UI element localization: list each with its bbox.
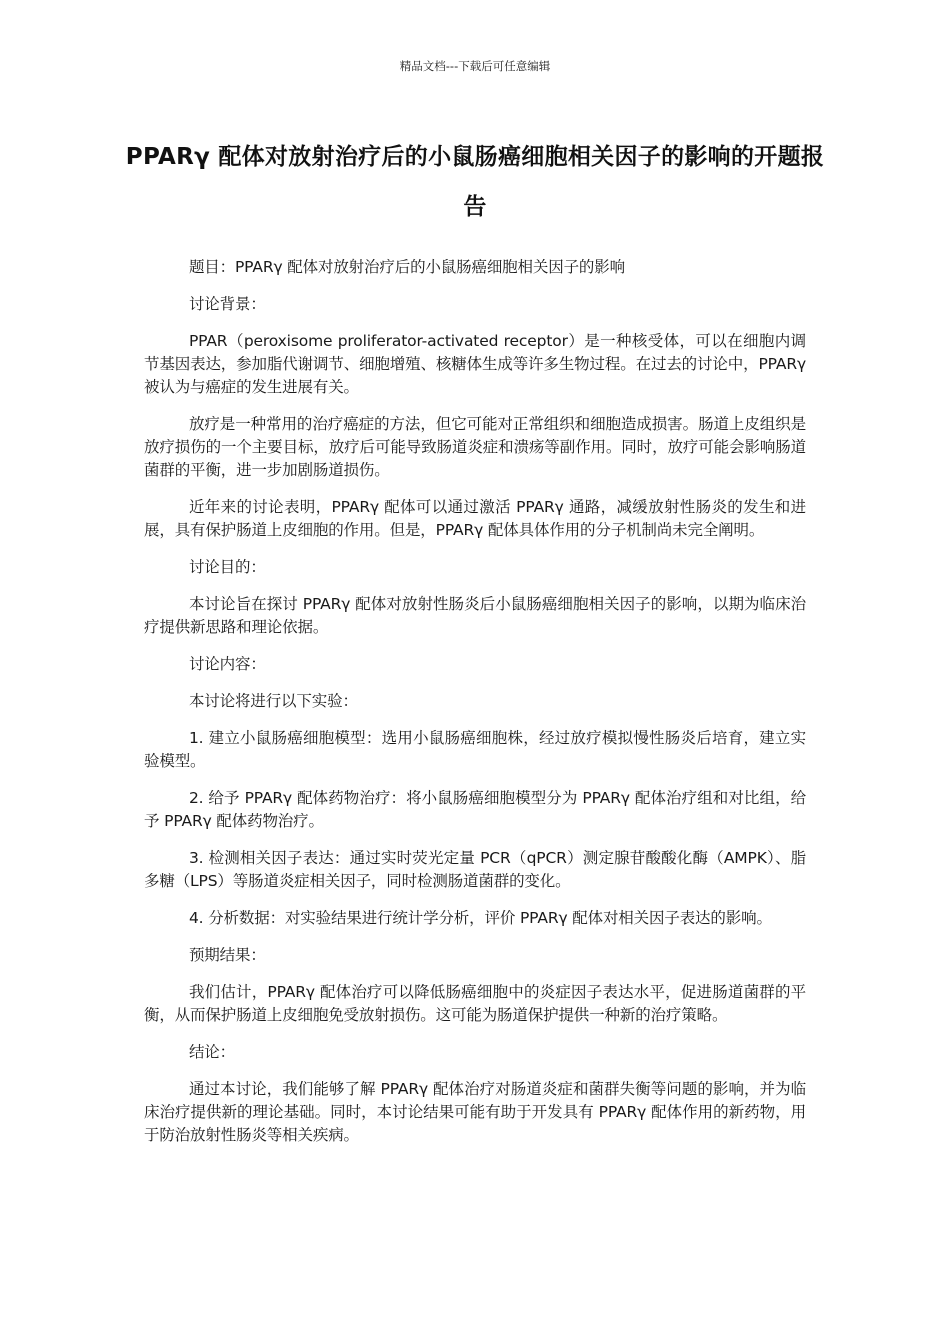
heading-background: 讨论背景： (188, 295, 266, 313)
paragraph-conclusion: 通过本讨论，我们能够了解 PPARγ 配体治疗对肠道炎症和菌群失衡等问题的影响，并为临床治疗提供新的理论基础。同时，本讨论结果可能有助于开发具有 PPARγ 配体作用的新药物，用于防治放射性肠炎等相关疾病。 (144, 1080, 806, 1144)
paragraph-expected-results: 我们估计，PPARγ 配体治疗可以降低肠癌细胞中的炎症因子表达水平，促进肠道菌群的平衡，从而保护肠道上皮细胞免受放射损伤。这可能为肠道保护提供一种新的治疗策略。 (144, 983, 806, 1024)
paragraph-content-intro: 本讨论将进行以下实验： (188, 692, 358, 710)
heading-content: 讨论内容： (188, 655, 266, 673)
paragraph-purpose: 本讨论旨在探讨 PPARγ 配体对放射性肠炎后小鼠肠癌细胞相关因子的影响，以期为临床治疗提供新思路和理论依据。 (144, 595, 806, 636)
paragraph-background-ppar: PPAR（peroxisome proliferator-activated receptor）是一种核受体，可以在细胞内调节基因表达，参加脂代谢调节、细胞增殖、核糖体生成等许多生物过程。在过去的讨论中，PPARγ 被认为与癌症的发生进展有关。 (144, 332, 806, 396)
heading-expected-results: 预期结果： (188, 946, 266, 964)
paragraph-background-radiotherapy: 放疗是一种常用的治疗癌症的方法，但它可能对正常组织和细胞造成损害。肠道上皮组织是放疗损伤的一个主要目标，放疗后可能导致肠道炎症和溃疡等副作用。同时，放疗可能会影响肠道菌群的平衡，进一步加剧肠道损伤。 (144, 415, 806, 479)
list-item-step-3: 3. 检测相关因子表达：通过实时荧光定量 PCR（qPCR）测定腺苷酸酸化酶（AMPK）、脂多糖（LPS）等肠道炎症相关因子，同时检测肠道菌群的变化。 (144, 849, 806, 890)
header-note: 精品文档---下载后可任意编辑 (399, 59, 551, 73)
document-body (144, 256, 806, 1161)
list-item-step-4: 4. 分析数据：对实验结果进行统计学分析，评价 PPARγ 配体对相关因子表达的影响。 (188, 909, 772, 927)
paragraph-background-recent: 近年来的讨论表明，PPARγ 配体可以通过激活 PPARγ 通路，减缓放射性肠炎的发生和进展，具有保护肠道上皮细胞的作用。但是，PPARγ 配体具体作用的分子机制尚未完全阐明。 (144, 498, 806, 539)
heading-purpose: 讨论目的： (188, 558, 266, 576)
list-item-step-1: 1. 建立小鼠肠癌细胞模型：选用小鼠肠癌细胞株，经过放疗模拟慢性肠炎后培育，建立实验模型。 (144, 729, 806, 770)
document-title: PPARγ 配体对放射治疗后的小鼠肠癌细胞相关因子的影响的开题报告 (125, 144, 825, 220)
heading-conclusion: 结论： (188, 1043, 235, 1061)
list-item-step-2: 2. 给予 PPARγ 配体药物治疗：将小鼠肠癌细胞模型分为 PPARγ 配体治疗组和对比组，给予 PPARγ 配体药物治疗。 (144, 789, 806, 830)
paragraph-topic: 题目：PPARγ 配体对放射治疗后的小鼠肠癌细胞相关因子的影响 (188, 258, 625, 276)
